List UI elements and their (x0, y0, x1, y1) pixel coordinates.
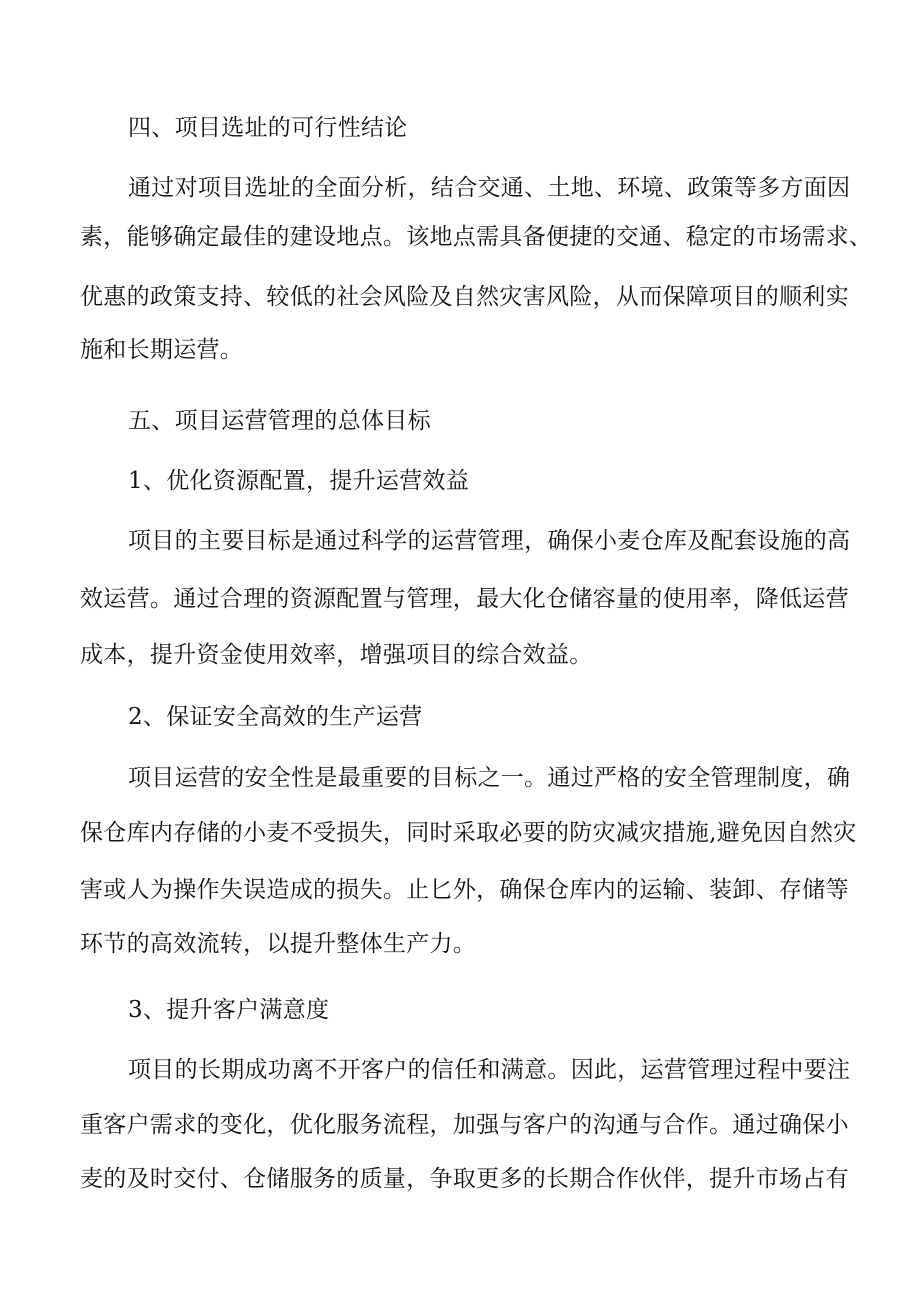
subheading-3: 3、提升客户满意度 (128, 997, 330, 1023)
paragraph-5-3-line-3: 麦的及时交付、仓储服务的质量，争取更多的长期合作伙伴，提升市场占有 (80, 1166, 849, 1192)
paragraph-5-2-line-4: 环节的高效流转，以提升整体生产力。 (80, 931, 477, 957)
paragraph-5-1-line-3: 成本，提升资金使用效率，增强项目的综合效益。 (80, 642, 593, 668)
paragraph-5-3-line-2: 重客户需求的变化，优化服务流程，加强与客户的沟通与合作。通过确保小 (80, 1112, 849, 1138)
paragraph-5-3-line-1: 项目的长期成功离不开客户的信任和满意。因此，运营管理过程中要注 (128, 1057, 851, 1083)
paragraph-4-line-2: 素，能够确定最佳的建设地点。该地点需具备便捷的交通、稳定的市场需求、 (80, 224, 873, 250)
paragraph-5-1-line-2: 效运营。通过合理的资源配置与管理，最大化仓储容量的使用率，降低运营 (80, 586, 849, 612)
subheading-2: 2、保证安全高效的生产运营 (128, 704, 423, 730)
paragraph-5-1-line-1: 项目的主要目标是通过科学的运营管理，确保小麦仓库及配套设施的高 (128, 528, 851, 554)
paragraph-4-line-3: 优惠的政策支持、较低的社会风险及自然灾害风险，从而保障项目的顺利实 (80, 284, 849, 310)
section-heading-4: 四、项目选址的可行性结论 (128, 115, 408, 141)
paragraph-5-2-line-2: 保仓库内存储的小麦不受损失，同时采取必要的防灾减灾措施,避免因自然灾 (80, 820, 857, 846)
subheading-1: 1、优化资源配置，提升运营效益 (128, 468, 470, 494)
paragraph-4-line-1: 通过对项目选址的全面分析，结合交通、土地、环境、政策等多方面因 (128, 175, 851, 201)
section-heading-5: 五、项目运营管理的总体目标 (128, 408, 431, 434)
paragraph-5-2-line-1: 项目运营的安全性是最重要的目标之一。通过严格的安全管理制度，确 (128, 765, 851, 791)
paragraph-4-line-4: 施和长期运营。 (80, 337, 244, 363)
paragraph-5-2-line-3: 害或人为操作失误造成的损失。止匕外，确保仓库内的运输、装卸、存储等 (80, 877, 849, 903)
